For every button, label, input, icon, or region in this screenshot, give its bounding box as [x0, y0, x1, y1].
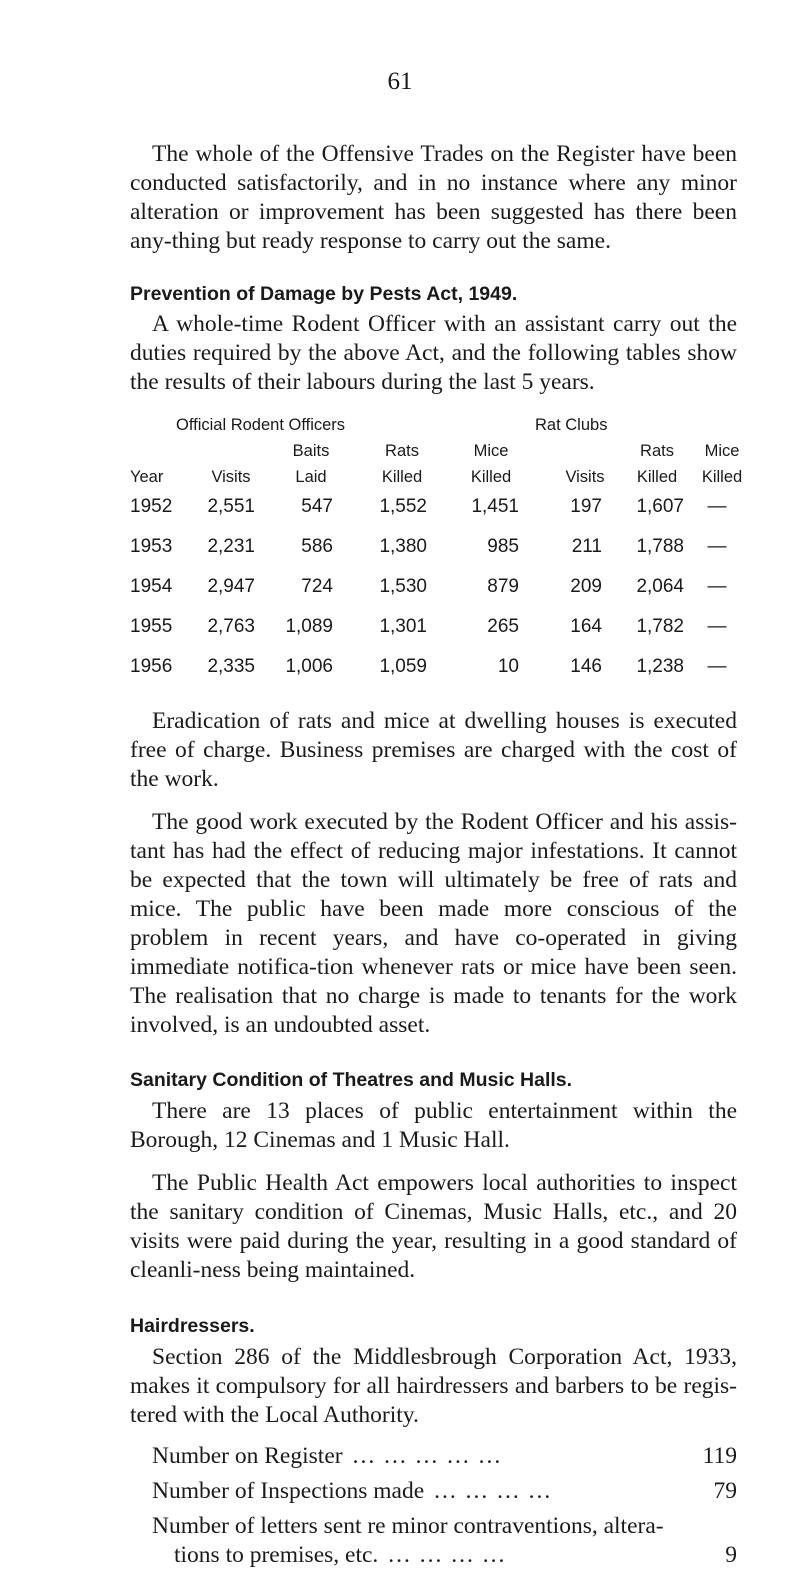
hairdressers-heading: Hairdressers. — [130, 1315, 255, 1337]
cell-rats: 1,380 — [379, 536, 427, 557]
cell-club-mice: — — [707, 496, 727, 517]
page-number: 61 — [387, 68, 413, 95]
stat-register — [152, 1442, 737, 1471]
col-header-club-mice-killed: Killed — [701, 468, 743, 486]
rodent-table — [130, 415, 743, 705]
cell-year: 1955 — [130, 616, 173, 637]
stat-inspections-value: 79 — [713, 1478, 737, 1504]
cell-mice: 1,451 — [471, 496, 519, 517]
cell-year: 1952 — [130, 496, 173, 517]
cell-year: 1953 — [130, 536, 173, 557]
stat-inspections-label: Number of Inspections made — [152, 1478, 425, 1504]
group-header-clubs: Rat Clubs — [535, 416, 608, 434]
col-header-club-visits: Visits — [565, 468, 605, 486]
cell-club-mice: — — [707, 616, 727, 637]
cell-year: 1954 — [130, 576, 173, 597]
eradication-paragraph: Eradication of rats and mice at dwelling houses is executed free of charge. Business premises are charged with the cost of the work. — [130, 708, 737, 792]
cell-club-rats: 1,788 — [636, 536, 684, 557]
cell-rats: 1,530 — [379, 576, 427, 597]
stat-register-label: Number on Register — [152, 1443, 343, 1469]
cell-visits: 2,947 — [207, 576, 255, 597]
stat-letters — [152, 1512, 737, 1570]
cell-baits: 1,006 — [285, 656, 333, 677]
col-header-club-mice: Mice — [704, 442, 740, 460]
group-header-officers: Official Rodent Officers — [176, 416, 346, 434]
cell-club-mice: — — [707, 576, 727, 597]
good-work-paragraph: The good work executed by the Rodent Officer and his assis-tant has had the effect of reducing major infestations. It cannot be expected that the town will ultimately be free of rats and mice. The public have been made more conscious of the problem in recent years, and have co-operated in giving immediate notifica-tion whenever rats or mice have been seen. The realisation that no charge is made to tenants for the work involved, is an undoubted asset. — [130, 809, 737, 1038]
col-header-club-rats: Rats — [640, 442, 674, 460]
col-header-mice-killed: Killed — [470, 468, 512, 486]
sanitary-heading: Sanitary Condition of Theatres and Music Halls. — [130, 1069, 573, 1091]
cell-visits: 2,335 — [207, 656, 255, 677]
intro-paragraph: The whole of the Offensive Trades on the Register have been conducted satisfactorily, and in no instance where any minor alteration or improvement has been suggested has there been any-thing but ready response to carry out the same. — [130, 141, 737, 254]
cell-club-visits: 146 — [570, 656, 602, 677]
cell-visits: 2,231 — [207, 536, 255, 557]
leader-dots: ... ... ... ... — [434, 1478, 553, 1504]
stat-letters-value: 9 — [725, 1542, 737, 1568]
col-header-visits: Visits — [211, 468, 251, 486]
cell-club-visits: 209 — [570, 576, 602, 597]
cell-club-rats: 2,064 — [636, 576, 684, 597]
sanitary-paragraph-1: There are 13 places of public entertainment within the Borough, 12 Cinemas and 1 Music Hall. — [130, 1098, 737, 1153]
cell-club-rats: 1,607 — [636, 496, 684, 517]
cell-baits: 547 — [301, 496, 333, 517]
leader-dots: ... ... ... ... ... — [352, 1443, 503, 1469]
col-header-rats-killed: Killed — [381, 468, 423, 486]
cell-club-visits: 164 — [570, 616, 602, 637]
cell-visits: 2,763 — [207, 616, 255, 637]
col-header-year: Year — [130, 468, 164, 486]
col-header-club-rats-killed: Killed — [636, 468, 678, 486]
stat-letters-label-line-1: Number of letters sent re minor contraventions, altera- — [152, 1513, 664, 1539]
cell-rats: 1,059 — [379, 656, 427, 677]
pests-paragraph: A whole-time Rodent Officer with an assistant carry out the duties required by the above Act, and the following tables show the results of their labours during the last 5 years. — [130, 311, 737, 395]
stat-register-value: 119 — [702, 1443, 737, 1469]
leader-dots: ... ... ... ... — [388, 1542, 507, 1568]
cell-club-rats: 1,238 — [636, 656, 684, 677]
cell-rats: 1,301 — [379, 616, 427, 637]
col-header-mice: Mice — [473, 442, 509, 460]
cell-mice: 879 — [487, 576, 519, 597]
hairdressers-stats — [130, 1442, 737, 1570]
cell-baits: 1,089 — [285, 616, 333, 637]
sanitary-paragraph-2: The Public Health Act empowers local authorities to inspect the sanitary condition of Cinemas, Music Halls, etc., and 20 visits were paid during the year, resulting in a good standard of cleanli-ness being maintained. — [130, 1170, 737, 1283]
cell-club-visits: 197 — [570, 496, 602, 517]
cell-club-visits: 211 — [571, 536, 602, 557]
col-header-rats: Rats — [385, 442, 419, 460]
cell-rats: 1,552 — [379, 496, 427, 517]
cell-mice: 985 — [487, 536, 519, 557]
stat-letters-label-line-2: tions to premises, etc. — [174, 1542, 379, 1568]
cell-club-mice: — — [707, 656, 727, 677]
col-header-baits: Baits — [292, 442, 330, 460]
cell-club-mice: — — [707, 536, 727, 557]
cell-mice: 265 — [487, 616, 519, 637]
cell-baits: 724 — [301, 576, 333, 597]
pests-heading: Prevention of Damage by Pests Act, 1949. — [130, 283, 518, 305]
cell-year: 1956 — [130, 656, 173, 677]
page-content — [130, 140, 743, 1570]
hairdressers-paragraph: Section 286 of the Middlesbrough Corporation Act, 1933, makes it compulsory for all hairdressers and barbers to be regis-tered with the Local Authority. — [130, 1344, 737, 1428]
cell-baits: 586 — [301, 536, 333, 557]
cell-visits: 2,551 — [207, 496, 255, 517]
stat-inspections — [152, 1477, 737, 1506]
cell-mice: 10 — [497, 656, 519, 677]
cell-club-rats: 1,782 — [636, 616, 684, 637]
col-header-baits-laid: Laid — [295, 468, 327, 486]
